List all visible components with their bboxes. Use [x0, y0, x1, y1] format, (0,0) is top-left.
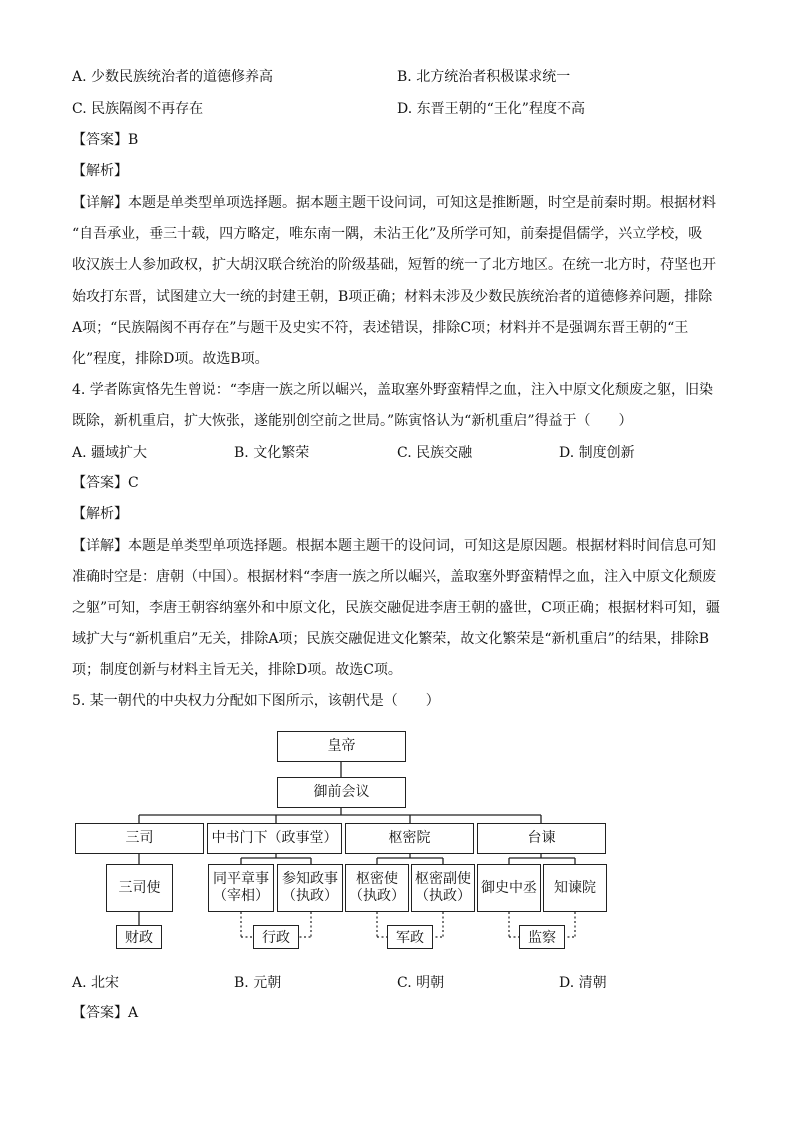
q4-detail-line: 项；制度创新与材料主旨无关，排除D项。故选C项。: [72, 662, 402, 678]
q3-detail-line: 始攻打东晋，试图建立大一统的封建王朝，B项正确；材料未涉及少数民族统治者的道德修养问题，排除: [72, 289, 713, 305]
q4-detail-line: 之躯”可知，李唐王朝容纳塞外和中原文化，民族交融促进李唐王朝的盛世，C项正确；根据材料可知，疆: [72, 600, 720, 616]
q3-option-d: D. 东晋王朝的“王化”程度不高: [397, 101, 585, 117]
shumi-fushi-title: 枢密副使: [415, 871, 471, 887]
canzhi-title: 参知政事: [282, 871, 338, 887]
q4-option-c: C. 民族交融: [397, 445, 473, 461]
label-jiancha: 监察: [519, 925, 565, 949]
q3-answer: 【答案】B: [72, 132, 139, 148]
label-xingzheng: 行政: [253, 925, 299, 949]
tongping-title: 同平章事: [213, 871, 269, 887]
shumi-fushi-role: （执政）: [415, 888, 471, 904]
branch-zhongshu: 中书门下（政事堂）: [207, 823, 342, 854]
emperor-box: 皇帝: [277, 731, 406, 762]
q4-detail-line: 【详解】本题是单类型单项选择题。根据本题主题干的设问词，可知这是原因题。根据材料时间信息可知: [72, 538, 716, 554]
q4-stem-line: 既除，新机重启，扩大恢张，遂能别创空前之世局。”陈寅恪认为“新机重启”得益于（ ）: [72, 413, 633, 429]
tongping-role: （宰相）: [213, 888, 269, 904]
q3-option-b: B. 北方统治者积极谋求统一: [397, 69, 571, 85]
q3-detail-line: 化”程度，排除D项。故选B项。: [72, 351, 269, 367]
council-box: 御前会议: [277, 777, 406, 808]
q4-detail-line: 域扩大与“新机重启”无关，排除A项；民族交融促进文化繁荣，故文化繁荣是“新机重启”的结果，排除B: [72, 631, 710, 647]
label-junzheng: 军政: [387, 925, 433, 949]
q4-option-a: A. 疆域扩大: [72, 445, 148, 461]
q4-analysis-heading: 【解析】: [72, 506, 128, 522]
q5-option-c: C. 明朝: [397, 975, 445, 991]
shumi-fushi-box: [411, 864, 475, 912]
q4-detail-line: 准确时空是：唐朝（中国）。根据材料“李唐一族之所以崛兴，盖取塞外野蛮精悍之血，注入中原文化颓废: [72, 569, 717, 585]
q5-option-b: B. 元朝: [234, 975, 282, 991]
branch-shumi: 枢密院: [345, 823, 474, 854]
q5-stem: 5. 某一朝代的中央权力分配如下图所示，该朝代是（ ）: [72, 693, 440, 709]
canzhi-box: [277, 864, 343, 912]
q5-option-d: D. 清朝: [559, 975, 607, 991]
canzhi-role: （执政）: [282, 888, 338, 904]
shumi-shi-title: 枢密使: [356, 871, 398, 887]
shumi-shi-role: （执政）: [349, 888, 405, 904]
q3-detail-line: “自吾承业，垂三十载，四方略定，唯东南一隅，未沾王化”及所学可知，前秦提倡儒学，兴立学校，吸: [72, 226, 703, 242]
q4-answer: 【答案】C: [72, 475, 139, 491]
q3-option-a: A. 少数民族统治者的道德修养高: [72, 69, 274, 85]
sansi-shi-box: 三司使: [106, 864, 173, 912]
q4-option-d: D. 制度创新: [559, 445, 635, 461]
yushi-box: 御史中丞: [477, 864, 541, 912]
q5-answer: 【答案】A: [72, 1005, 139, 1021]
q5-option-a: A. 北宋: [72, 975, 120, 991]
zhijian-box: 知谏院: [543, 864, 607, 912]
shumi-shi-box: [345, 864, 409, 912]
q3-detail-line: 【详解】本题是单类型单项选择题。据本题主题干设问词，可知这是推断题，时空是前秦时期。根据材料: [72, 195, 716, 211]
branch-sansi: 三司: [75, 823, 204, 854]
q3-option-c: C. 民族隔阂不再存在: [72, 101, 204, 117]
tongping-box: [208, 864, 274, 912]
q4-option-b: B. 文化繁荣: [234, 445, 310, 461]
branch-taijian: 台谏: [477, 823, 606, 854]
q4-stem-line: 4. 学者陈寅恪先生曾说：“李唐一族之所以崛兴，盖取塞外野蛮精悍之血，注入中原文化颓废之躯，旧染: [72, 382, 713, 398]
label-caizheng: 财政: [116, 925, 162, 949]
q3-detail-line: 收汉族士人参加政权，扩大胡汉联合统治的阶级基础，短暂的统一了北方地区。在统一北方时，苻坚也开: [72, 257, 716, 273]
q3-analysis-heading: 【解析】: [72, 163, 128, 179]
q3-detail-line: A项；“民族隔阂不再存在”与题干及史实不符，表述错误，排除C项；材料并不是强调东晋王朝的“王: [72, 320, 689, 336]
